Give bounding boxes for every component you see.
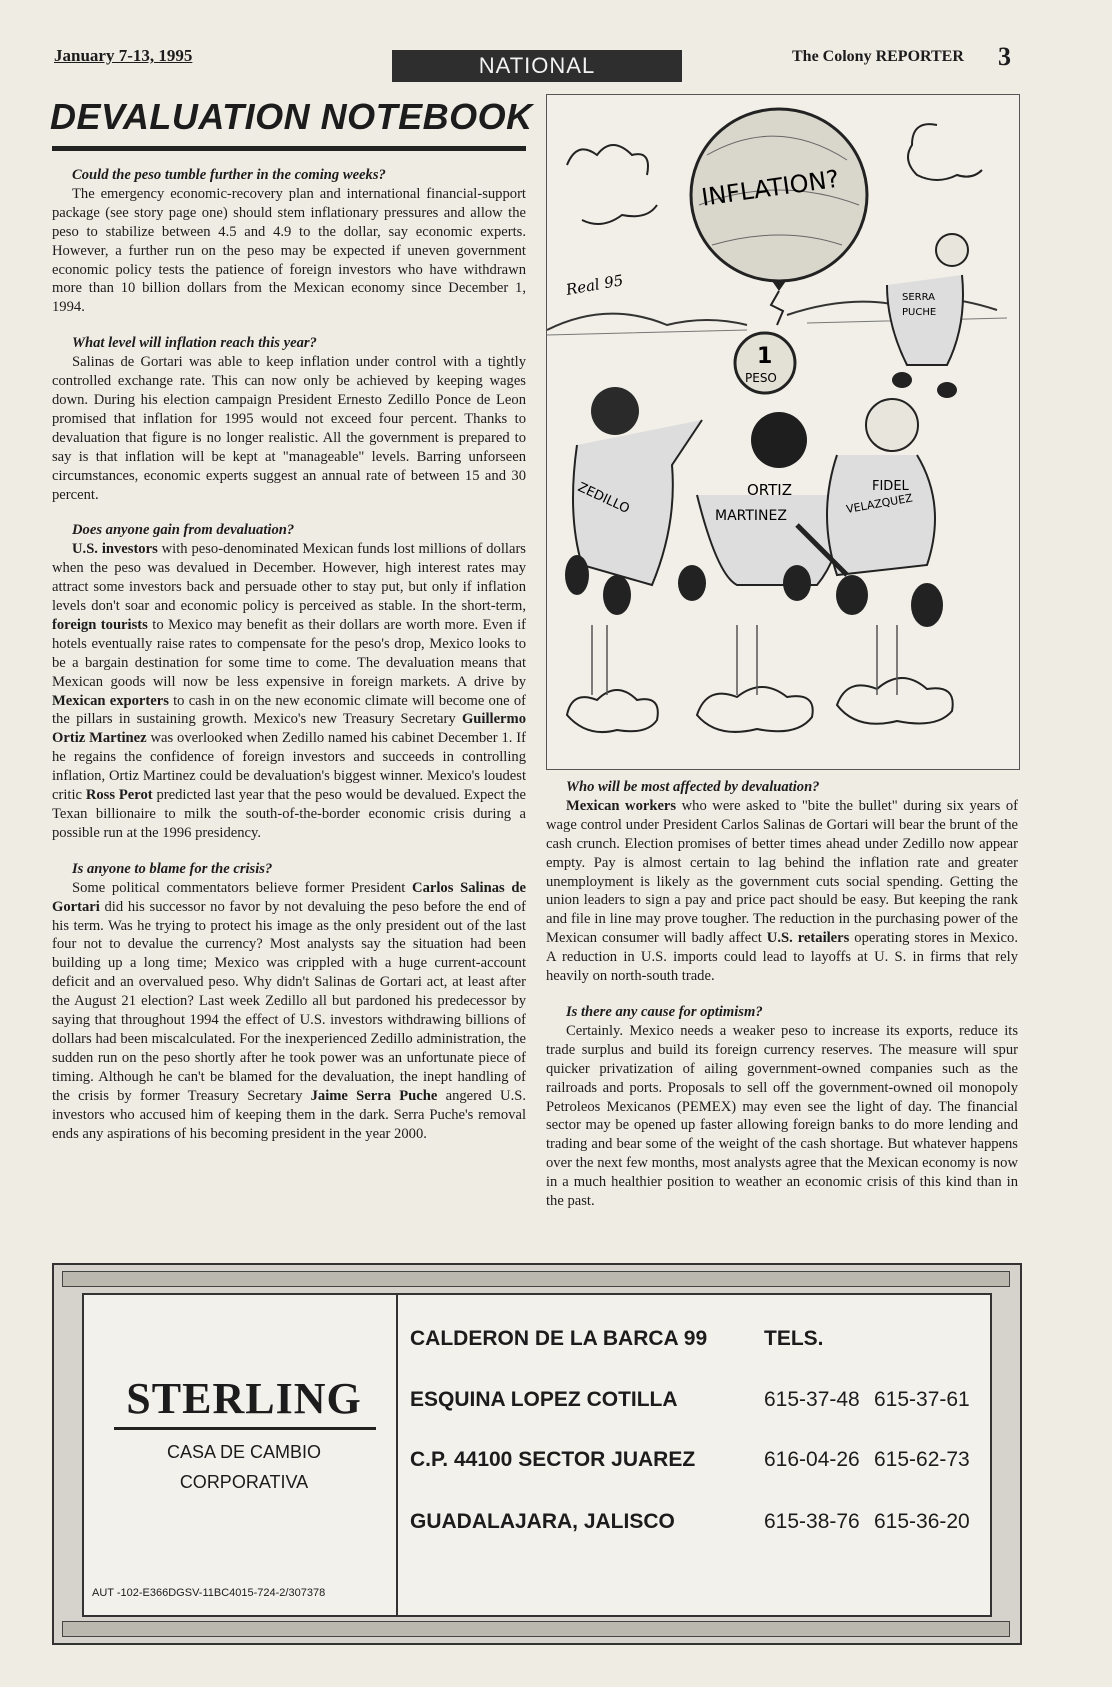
article-question: Is anyone to blame for the crisis? xyxy=(72,860,273,877)
ad-address-line: GUADALAJARA, JALISCO xyxy=(410,1510,675,1533)
paper-name: The Colony REPORTER xyxy=(792,48,964,65)
article-answer: Mexican workers who were asked to "bite the bullet" during six years of wage control under President Carlos Salinas de Gortari will bear the brunt of the cash crunch. Election promises of better times ahead under Zedillo now appear empty. Pay is almost certain to lag behind the inflation rate and greater unemployment is likely as the government cuts social spending. Getting the union leaders to sign a pay and price pact should be easy. But keeping the rank and file in line may prove tougher. The reduction in the purchasing power of the Mexican consumer will badly affect U.S. retailers operating stores in Mexico. A reduction in U.S. imports could lead to layoffs at U. S. in firms that rely heavily on north-south trade. xyxy=(546,797,1018,985)
figure-fidel-label-2: VELAZQUEZ xyxy=(845,491,914,516)
article-answer: Certainly. Mexico needs a weaker peso to increase its exports, reduce its trade surplus and build its foreign currency reserves. The measure will spur quicker privatization of ailing government-owned companies such as the railroads and ports. Proposals to sell off the government-owned oil monopoly Petroleos Mexicanos (PEMEX) may even see the light of day. The financial sector may be opened up faster allowing foreign banks to do more lending and trading and bear some of the weight of the cash shortage. But whatever happens over the next few months, most analysts agree that the Mexican economy is now in a much healthier position to weather an economic crisis of this kind than in the past. xyxy=(546,1022,1018,1210)
figure-zedillo-label: ZEDILLO xyxy=(575,480,632,517)
cartoonist-signature: Real 95 xyxy=(564,271,625,299)
ad-subtitle-line-1: CASA DE CAMBIO xyxy=(166,1442,322,1462)
article-question: What level will inflation reach this year? xyxy=(72,335,317,352)
figure-ortiz-label-1: ORTIZ xyxy=(747,481,792,499)
ad-tels-label: TELS. xyxy=(764,1327,824,1350)
ad-phone: 615-37-61 xyxy=(874,1388,970,1411)
ad-phone: 615-62-73 xyxy=(874,1448,970,1471)
issue-date: January 7-13, 1995 xyxy=(54,46,193,65)
article-question: Who will be most affected by devaluation? xyxy=(566,779,820,795)
ad-subtitle-line-2: CORPORATIVA xyxy=(179,1472,309,1492)
figure-fidel-label-1: FIDEL xyxy=(872,479,909,494)
figure-serra-label-2: PUCHE xyxy=(902,307,937,318)
ad-phone: 615-36-20 xyxy=(874,1510,970,1533)
ad-address-line: C.P. 44100 SECTOR JUAREZ xyxy=(410,1448,696,1471)
ad-subtitle xyxy=(114,1437,374,1497)
ad-phone: 615-38-76 xyxy=(764,1510,860,1533)
ad-panel xyxy=(82,1293,992,1617)
article-question: Is there any cause for optimism? xyxy=(566,1003,763,1020)
article-answer: The emergency economic-recovery plan and international financial-support package (see story page one) should stem inflationary pressures and allow the peso to stabilize between 4.5 and 4.9 to the dollar, say economic experts. However, a further run on the peso may be expected if uneven government economic policy tests the patience of foreign investors who have withdrawn more than 10 billion dollars from the Mexican economy since December 1, 1994. xyxy=(52,185,526,316)
ad-address-line: CALDERON DE LA BARCA 99 xyxy=(410,1327,708,1350)
article-answer: U.S. investors with peso-denominated Mexican funds lost millions of dollars when the peso was devalued in December. However, high interest rates may attract some investors back and persuade other to stay put, but only if inflation levels don't soar and economic policy is perceived as stable. In the short-term, foreign tourists to Mexico may benefit as their dollars are worth more. Even if hotels eventually raise rates to compensate for the peso's drop, Mexico looks to be a bargain destination for some time to come. The devaluation means that Mexican goods will now be less expensive in foreign markets. A drive by Mexican exporters to cash in on the new economic climate will become one of the pillars in sustaining growth. Mexico's new Treasury Secretary Guillermo Ortiz Martinez was overlooked when Zedillo named his cabinet December 1. If he regains the confidence of foreign investors and succeeds in controlling inflation, Ortiz Martinez could be devaluation's biggest winner. Mexico's loudest critic Ross Perot predicted last year that the peso would be devalued. Expect the Texan billionaire to milk the south-of-the-border economic crisis during a possible run at the 1996 presidency. xyxy=(52,541,527,841)
ad-phone: 615-37-48 xyxy=(764,1388,860,1411)
section-banner: NATIONAL xyxy=(392,50,682,82)
balloon-label: INFLATION? xyxy=(699,164,841,212)
figure-serra-label-1: SERRA xyxy=(902,292,935,303)
article-question: Does anyone gain from devaluation? xyxy=(72,522,295,539)
coin-label: PESO xyxy=(745,371,777,385)
ad-border-bottom xyxy=(62,1621,1010,1637)
page-number: 3 xyxy=(998,42,1011,71)
figure-ortiz-label-2: MARTINEZ xyxy=(715,508,787,524)
ad-border-top xyxy=(62,1271,1010,1287)
article-answer: Salinas de Gortari was able to keep inflation under control with a tightly controlled exchange rate. This can now only be achieved by keeping wages down. During his election campaign President Ernesto Zedillo Ponce de Leon promised that inflation for 1995 would not exceed four percent. Thanks to devaluation that figure is no longer realistic. All the government is prepared to say is that inflation will be kept at "manageable" levels. Barring unforseen circumstances, economic experts suggest an annual rate of between 15 and 30 percent. xyxy=(52,354,526,503)
ad-phone: 616-04-26 xyxy=(764,1448,860,1471)
left-column xyxy=(52,166,526,1160)
headline-rule xyxy=(52,146,526,151)
right-column xyxy=(546,778,1018,1228)
ad-brand: STERLING xyxy=(126,1374,362,1423)
cartoon-drawing xyxy=(547,95,1019,769)
headline: DEVALUATION NOTEBOOK xyxy=(50,96,533,137)
article-question: Could the peso tumble further in the coming weeks? xyxy=(72,167,386,183)
editorial-cartoon xyxy=(546,94,1020,770)
ad-address-line: ESQUINA LOPEZ COTILLA xyxy=(410,1388,678,1411)
sterling-advertisement xyxy=(52,1263,1022,1645)
ad-authorization: AUT -102-E366DGSV-11BC4015-724-2/307378 xyxy=(92,1587,326,1599)
article-answer: Some political commentators believe former President Carlos Salinas de Gortari did his successor no favor by not devaluing the peso before the end of his term. Was he trying to protect his image as the only president out of the last four not to devalue the currency? Most analysts say the situation had been building up a long time; Mexico was crippled with a huge current-account deficit and an overvalued peso. Why didn't Salinas de Gortari act, at least after the August 21 election? Last week Zedillo all but pardoned his predecessor by saying that throughout 1994 the effect of U.S. investors withdrawing billions of dollars had been miscalculated. For the inexperienced Zedillo administration, the sudden run on the peso shortly after he took power was an unfortunate piece of timing. Although he can't be blamed for the devaluation, the inept handling of the crisis by former Treasury Secretary Jaime Serra Puche angered U.S. investors who accused him of keeping them in the dark. Serra Puche's removal ends any aspirations of his becoming president in the year 2000. xyxy=(52,879,526,1142)
coin-number: 1 xyxy=(757,344,773,369)
ad-divider xyxy=(396,1295,398,1615)
ad-brand-rule xyxy=(114,1427,376,1430)
